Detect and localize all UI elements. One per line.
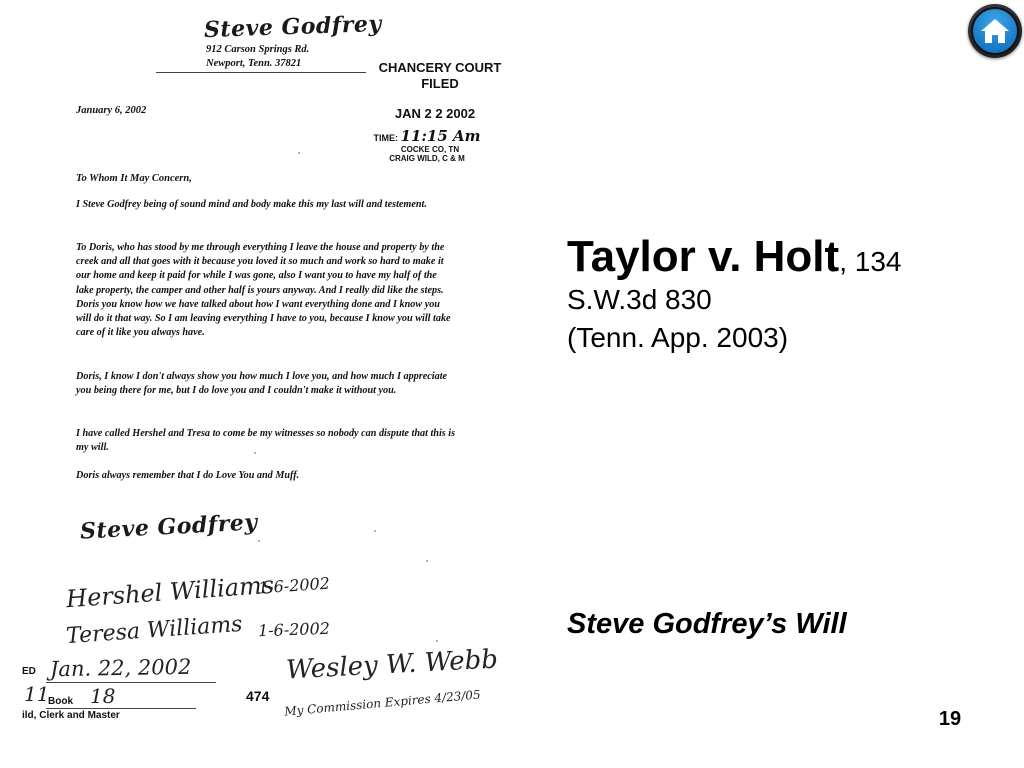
stamp-clerk: CRAIG WILD, C & M [389, 154, 465, 163]
notary-commission: My Commission Expires 4/23/05 [283, 687, 482, 719]
letterhead-address-2: Newport, Tenn. 37821 [206, 58, 302, 69]
witness-1-signature: Hershel Williams [65, 570, 275, 614]
stamp-time [344, 129, 510, 145]
scan-speck [374, 530, 376, 532]
stamp-line-1: CHANCERY COURT [378, 60, 502, 75]
witness-2-date: 1-6-2002 [257, 618, 331, 641]
case-citation-reporter: S.W.3d 830 [567, 284, 712, 315]
scan-speck [254, 452, 256, 454]
book-number: 18 [90, 684, 116, 708]
letter-paragraph-4: I have called Hershel and Tresa to come be my witnesses so nobody can dispute that this is my will. [76, 428, 456, 454]
witness-2-signature: Teresa Williams [65, 611, 244, 650]
filed-label: ED [22, 666, 36, 677]
chancery-court-stamp [370, 60, 510, 164]
book-prefix: 11 [24, 682, 50, 706]
slide-page-number: 19 [938, 708, 962, 730]
letterhead-name: Steve Godfrey [203, 10, 383, 44]
letter-paragraph-2: To Doris, who has stood by me through everything I leave the house and property by the creek and all that goes with it because you loved it so much and work so hard to make it our home and keep it paid for while I was gone, also I want you to have my half of the lake property, the camper and other half is yours anyway. And I really did like the steps. Doris you know how we have talked about how I want everything done and I know you will do it that way. So I am leaving everything I have to you, because I know you will take care of it like you always have. [76, 242, 451, 339]
case-citation [567, 232, 997, 357]
book-label: Book [48, 696, 73, 707]
document-caption: Steve Godfrey’s Will [567, 608, 847, 640]
testator-signature: Steve Godfrey [79, 509, 259, 545]
scan-speck [258, 540, 260, 542]
letterhead-address-1: 912 Carson Springs Rd. [206, 44, 310, 55]
stamp-time-label: TIME: [373, 133, 398, 143]
book-rule [46, 708, 196, 709]
case-name: Taylor v. Holt [567, 232, 840, 281]
home-icon [980, 17, 1010, 45]
letter-paragraph-1: I Steve Godfrey being of sound mind and body make this my last will and testement. [76, 199, 427, 210]
letterhead-rule [156, 72, 366, 73]
clerk-footer: ild, Clerk and Master [22, 710, 120, 721]
scanned-will-document [22, 0, 542, 740]
scan-speck [298, 152, 300, 154]
witness-1-date: 1-6-2002 [257, 573, 331, 598]
case-citation-volume: , 134 [839, 246, 902, 277]
stamp-time-value: 11:15 Am [400, 127, 481, 145]
page-reference: 474 [246, 688, 270, 704]
letter-salutation: To Whom It May Concern, [76, 173, 192, 184]
filed-date: Jan. 22, 2002 [49, 654, 192, 682]
letter-paragraph-3: Doris, I know I don't always show you how much I love you, and how much I appreciate you being there for me, but I do love you and I couldn't make it without you. [76, 371, 448, 397]
filed-rule [46, 682, 216, 683]
notary-signature: Wesley W. Webb [285, 644, 499, 686]
case-citation-court: (Tenn. App. 2003) [567, 322, 789, 353]
letter-date: January 6, 2002 [76, 105, 147, 116]
stamp-county: COCKE CO, TN [400, 145, 460, 154]
home-button-face[interactable] [971, 7, 1019, 55]
stamp-date: JAN 2 2 2002 [394, 106, 476, 121]
scan-speck [426, 560, 428, 562]
home-button[interactable] [968, 4, 1022, 58]
stamp-line-2: FILED [421, 76, 459, 91]
scan-speck [436, 640, 438, 642]
letter-paragraph-5: Doris always remember that I do Love You and Muff. [76, 470, 300, 481]
